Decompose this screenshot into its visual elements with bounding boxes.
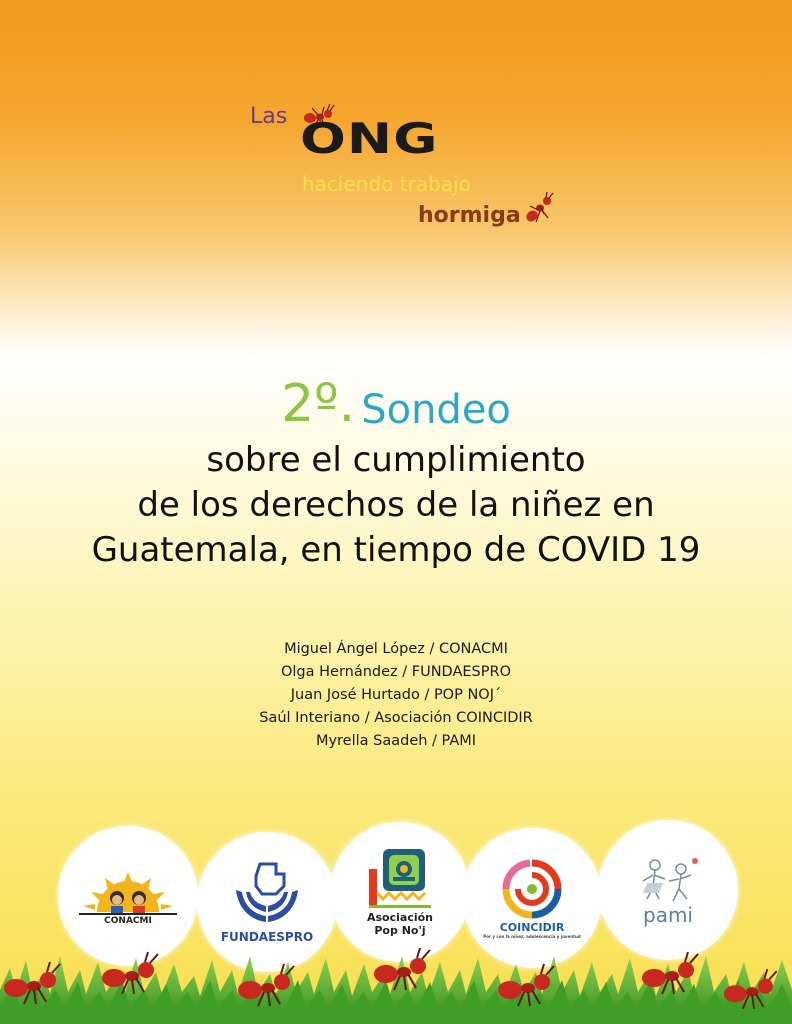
ant-icon: [100, 950, 170, 996]
hands-map-icon: [232, 860, 302, 928]
conacmi-label: CONACMI: [104, 916, 152, 926]
logo-haciendo-text: haciendo trabajo: [302, 172, 471, 196]
author-line: Juan José Hurtado / POP NOJ´: [290, 687, 502, 703]
subtitle: [0, 438, 792, 573]
ant-icon: [722, 966, 788, 1012]
fundaespro-label: FUNDAESPRO: [220, 930, 314, 944]
title-sondeo: Sondeo: [361, 387, 511, 433]
project-logo: [250, 100, 570, 240]
title-heading: [0, 350, 792, 434]
pop-noj-line: Pop No'j: [374, 924, 426, 937]
pop-noj-line: Asociación: [366, 911, 433, 924]
partner-logo-pop-noj: [330, 822, 470, 962]
pop-noj-label: [367, 911, 433, 937]
ant-icon: [2, 960, 72, 1006]
subtitle-line: de los derechos de la niñez en: [137, 485, 655, 525]
ant-icon: [496, 962, 566, 1008]
subtitle-line: sobre el cumplimiento: [206, 440, 586, 480]
partner-logo-pami: [598, 820, 738, 960]
author-line: Saúl Interiano / Asociación COINCIDIR: [259, 710, 533, 726]
logo-ong-text: ONG: [300, 114, 439, 164]
title-block: [0, 350, 792, 573]
logo-las-text: Las: [250, 104, 288, 129]
subtitle-line: Guatemala, en tiempo de COVID 19: [91, 530, 701, 570]
ant-icon: [522, 192, 558, 228]
ant-icon: [236, 962, 306, 1008]
author-line: Olga Hernández / FUNDAESPRO: [280, 664, 511, 680]
coincidir-tagline: Por y con la niñez, adolescencia y juventud: [483, 934, 581, 939]
coincidir-label: COINCIDIR: [499, 921, 565, 934]
ant-icon: [640, 950, 710, 996]
ant-icon: [372, 946, 442, 992]
children-drawing-icon: [633, 853, 703, 905]
sun-children-icon: [75, 866, 181, 918]
author-line: Miguel Ángel López / CONACMI: [284, 641, 508, 657]
authors-list: [0, 638, 792, 753]
title-ordinal: 2º.: [281, 374, 356, 434]
logo-hormiga-text: hormiga: [418, 203, 521, 228]
partner-logo-conacmi: [58, 826, 198, 966]
spiral-icon: [500, 857, 564, 921]
author-line: Myrella Saadeh / PAMI: [315, 733, 477, 749]
mayan-glyph-icon: [367, 847, 433, 909]
pami-label: pami: [643, 903, 693, 927]
partner-logo-coincidir: [462, 828, 602, 968]
